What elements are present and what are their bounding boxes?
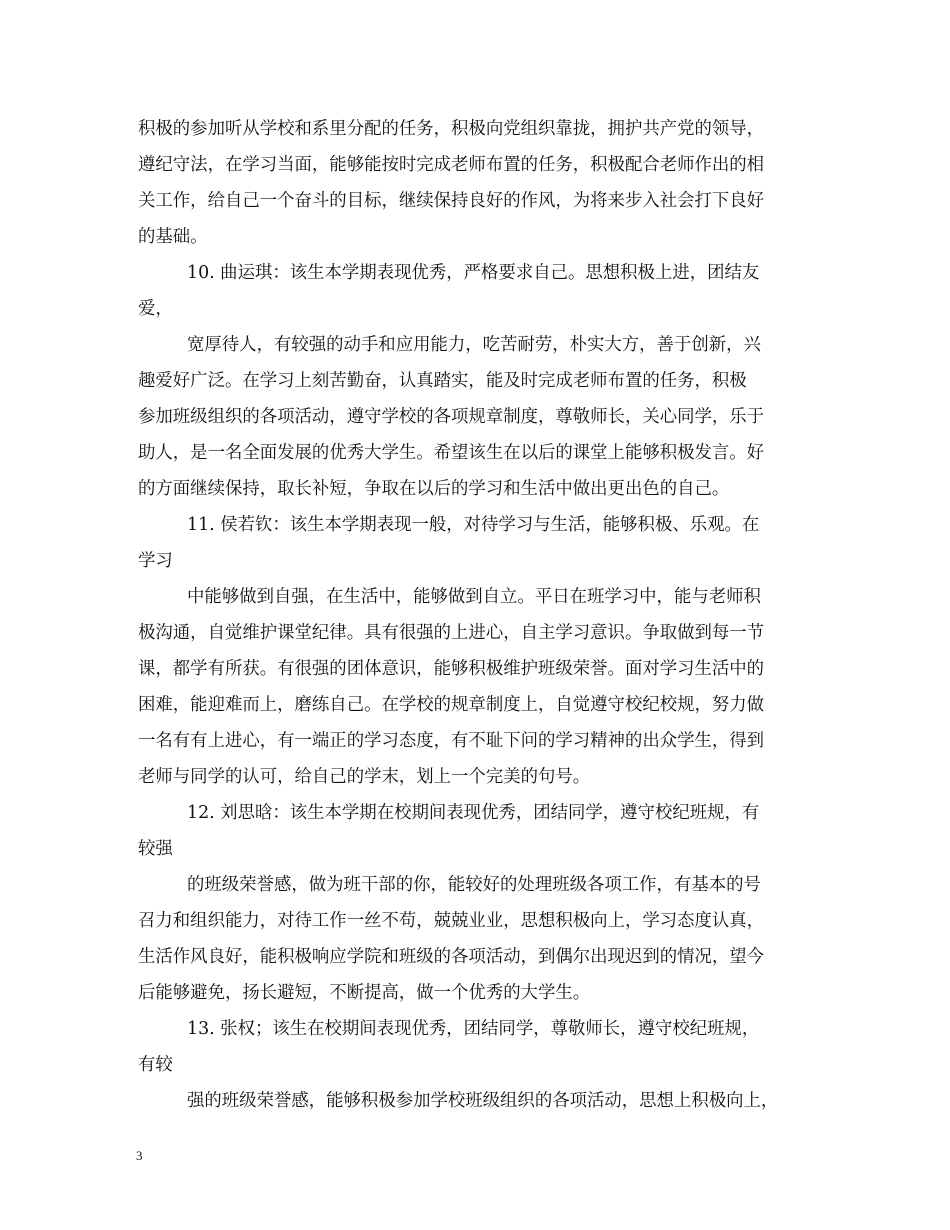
text-line: 的班级荣誉感，做为班干部的你，能较好的处理班级各项工作，有基本的号 [187, 875, 761, 895]
text-line: 宽厚待人，有较强的动手和应用能力，吃苦耐劳，朴实大方，善于创新，兴 [187, 335, 761, 355]
list-item-heading: 12. 刘思晗：该生本学期在校期间表现优秀，团结同学，遵守校纪班规，有 [187, 803, 760, 823]
list-item-heading: 11. 侯若钦：该生本学期表现一般，对待学习与生活，能够积极、乐观。在 [187, 515, 760, 535]
text-line: 困难，能迎难而上，磨练自己。在学校的规章制度上，自觉遵守校纪校规，努力做 [138, 695, 765, 715]
list-item-heading: 10. 曲运琪：该生本学期表现优秀，严格要求自己。思想积极上进，团结友 [187, 263, 760, 283]
text-line: 强的班级荣誉感，能够积极参加学校班级组织的各项活动，思想上积极向上， [187, 1091, 779, 1111]
text-line: 中能够做到自强，在生活中，能够做到自立。平日在班学习中，能与老师积 [187, 587, 761, 607]
text-line: 有较 [138, 1055, 173, 1075]
text-line: 一名有有上进心，有一端正的学习态度，有不耻下问的学习精神的出众学生，得到 [138, 731, 765, 751]
text-line: 关工作，给自己一个奋斗的目标，继续保持良好的作风，为将来步入社会打下良好 [138, 191, 765, 211]
text-line: 生活作风良好，能积极响应学院和班级的各项活动，到偶尔出现迟到的情况，望今 [138, 947, 765, 967]
page-number: 3 [136, 1148, 143, 1163]
text-line: 爱， [138, 299, 173, 319]
text-line: 课，都学有所获。有很强的团体意识，能够积极维护班级荣誉。面对学习生活中的 [138, 659, 765, 679]
text-line: 的基础。 [138, 227, 208, 247]
text-line: 后能够避免，扬长避短，不断提高，做一个优秀的大学生。 [138, 983, 591, 1003]
text-line: 助人，是一名全面发展的优秀大学生。希望该生在以后的课堂上能够积极发言。好 [138, 443, 765, 463]
text-line: 召力和组织能力，对待工作一丝不苟，兢兢业业，思想积极向上，学习态度认真， [138, 911, 765, 931]
text-line: 学习 [138, 551, 173, 571]
text-line: 参加班级组织的各项活动，遵守学校的各项规章制度，尊敬师长，关心同学，乐于 [138, 407, 765, 427]
text-line: 极沟通，自觉维护课堂纪律。具有很强的上进心，自主学习意识。争取做到每一节 [138, 623, 765, 643]
text-line: 积极的参加听从学校和系里分配的任务，积极向党组织靠拢，拥护共产党的领导， [138, 119, 765, 139]
text-line: 较强 [138, 839, 173, 859]
text-line: 趣爱好广泛。在学习上刻苦勤奋，认真踏实，能及时完成老师布置的任务，积极 [138, 371, 747, 391]
text-line: 的方面继续保持，取长补短，争取在以后的学习和生活中做出更出色的自己。 [138, 479, 730, 499]
text-line: 老师与同学的认可，给自己的学末，划上一个完美的句号。 [138, 767, 591, 787]
list-item-heading: 13. 张权；该生在校期间表现优秀，团结同学，尊敬师长，遵守校纪班规， [187, 1019, 760, 1039]
text-line: 遵纪守法，在学习当面，能够能按时完成老师布置的任务，积极配合老师作出的相 [138, 155, 765, 175]
